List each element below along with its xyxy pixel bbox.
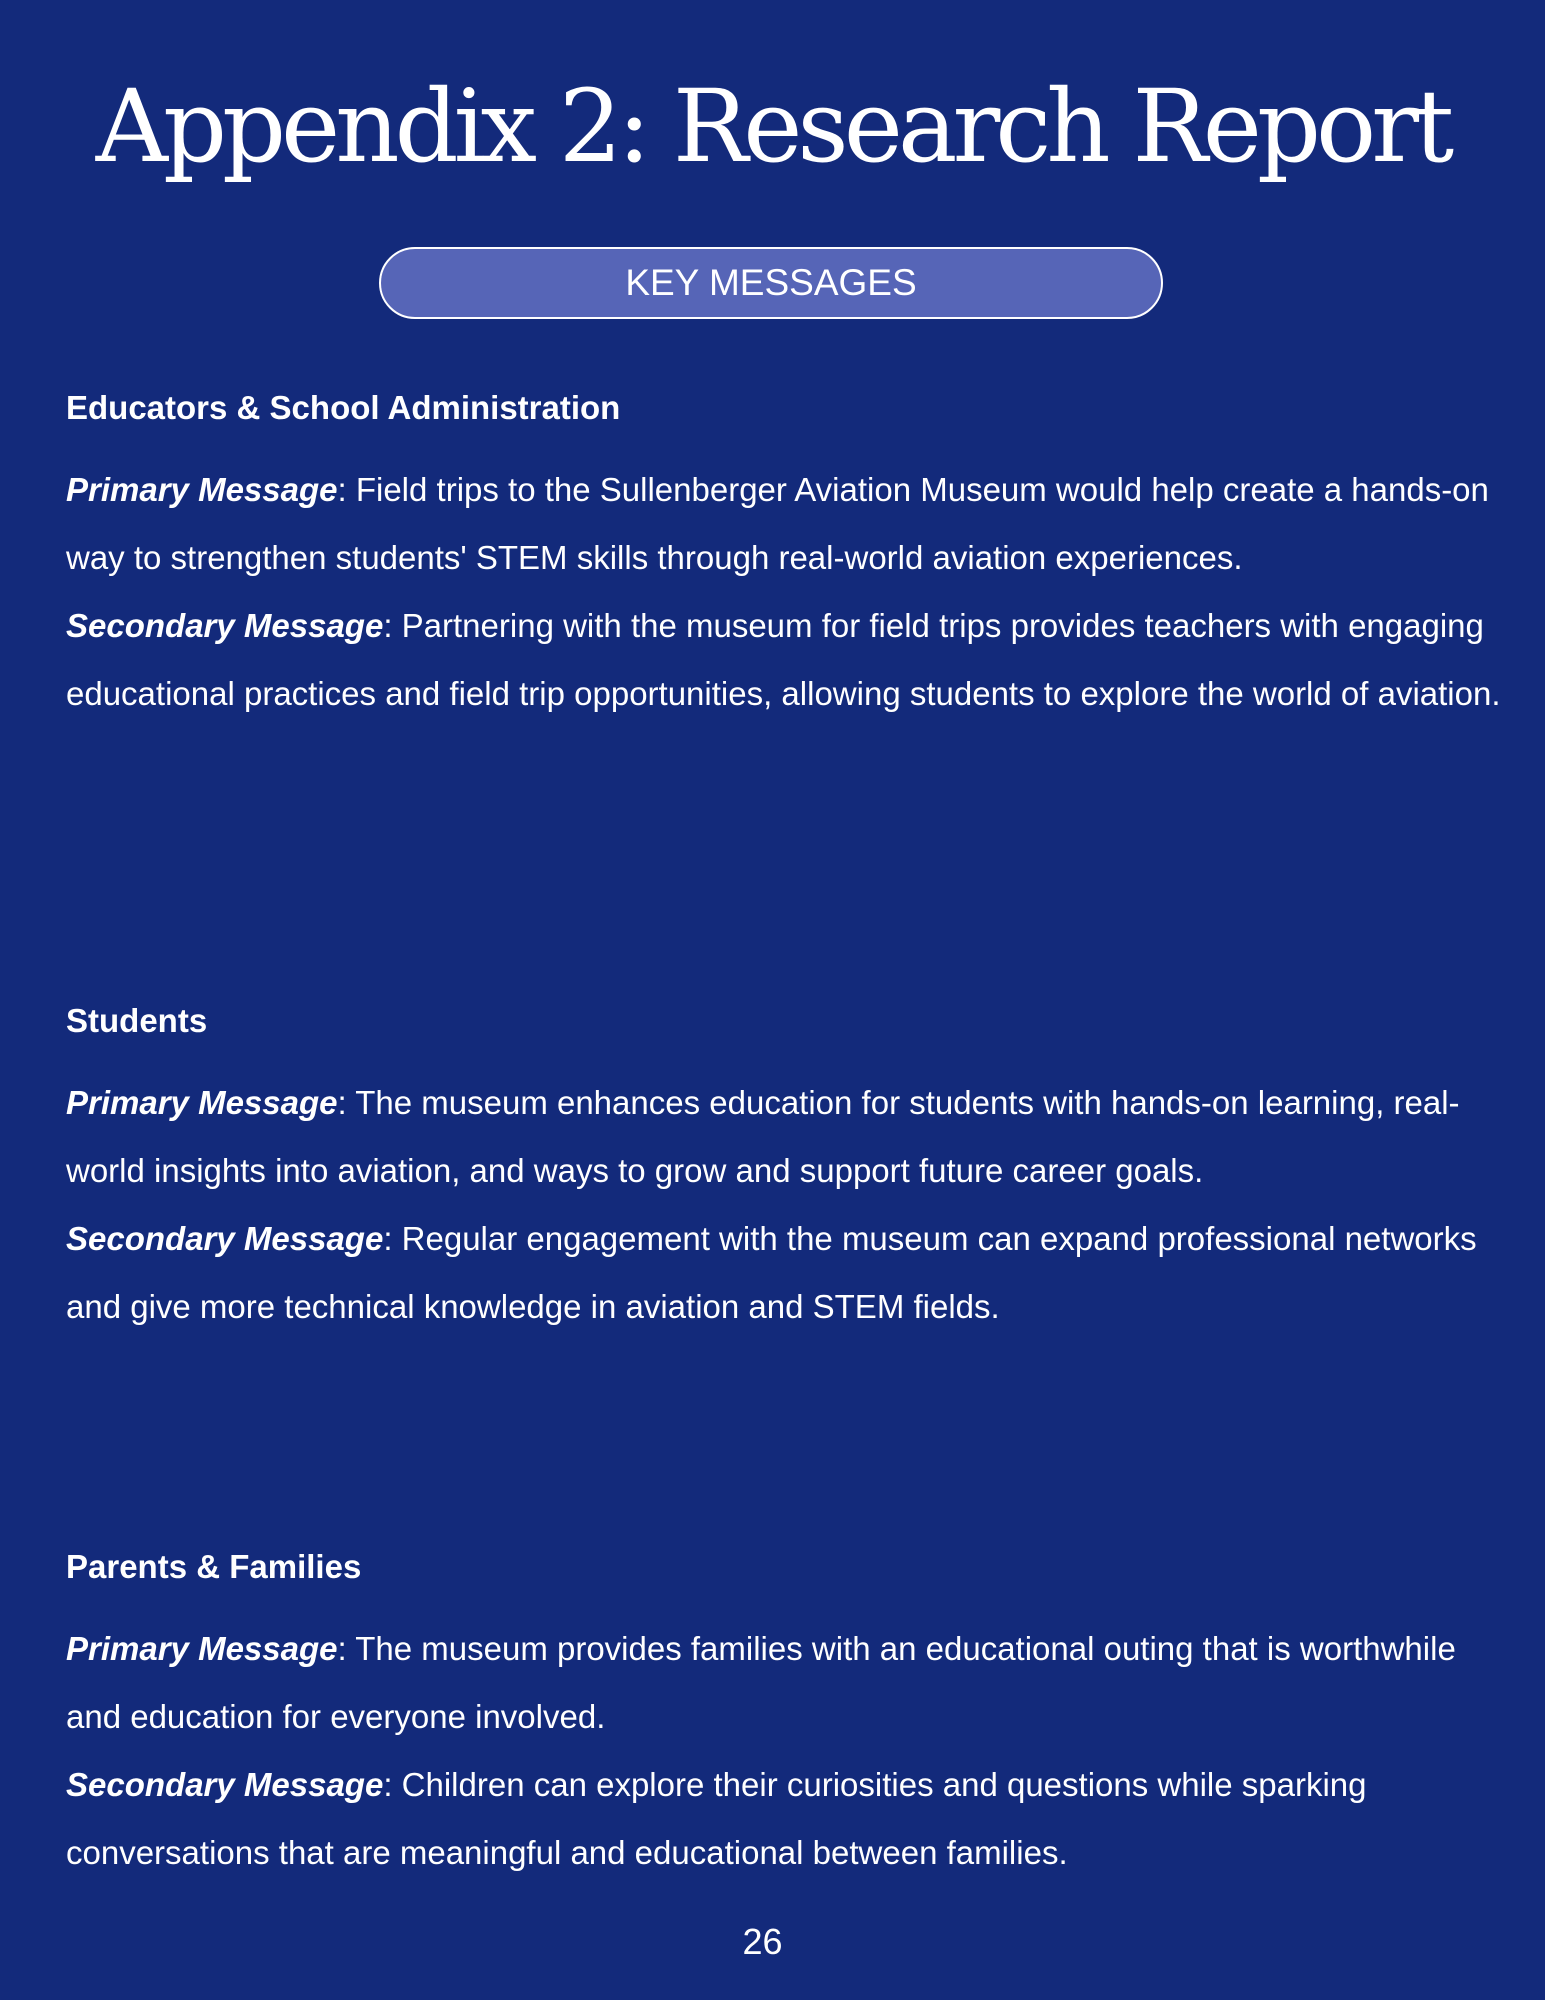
primary-message-text: : Field trips to the Sullenberger Aviation Museum would help create a hands-on way to strengthen students' STEM skills through real-world aviation experiences.	[66, 471, 1489, 576]
secondary-message	[66, 1205, 1506, 1341]
page-number: 26	[742, 1921, 783, 1962]
secondary-message-text: : Children can explore their curiosities and questions while sparking conversations that are meaningful and educational between families.	[66, 1766, 1367, 1871]
key-messages-badge: KEY MESSAGES	[379, 247, 1163, 319]
section-students	[66, 1001, 1506, 1341]
primary-message-label: Primary Message	[66, 471, 338, 508]
primary-message-label: Primary Message	[66, 1084, 338, 1121]
primary-message	[66, 456, 1506, 592]
primary-message	[66, 1069, 1506, 1205]
secondary-message-text: : Partnering with the museum for field trips provides teachers with engaging educational practices and field trip opportunities, allowing students to explore the world of aviation.	[66, 607, 1501, 712]
primary-message	[66, 1615, 1506, 1751]
primary-message-text: : The museum provides families with an educational outing that is worthwhile and education for everyone involved.	[66, 1630, 1456, 1735]
section-heading: Educators & School Administration	[66, 389, 621, 426]
secondary-message-text: : Regular engagement with the museum can expand professional networks and give more technical knowledge in aviation and STEM fields.	[66, 1220, 1477, 1325]
section-educators	[66, 388, 1506, 728]
page-title: Appendix 2: Research Report	[95, 68, 1450, 185]
primary-message-text: : The museum enhances education for students with hands-on learning, real-world insights into aviation, and ways to grow and support future career goals.	[66, 1084, 1460, 1189]
secondary-message-label: Secondary Message	[66, 1220, 384, 1257]
section-parents-families	[66, 1547, 1506, 1887]
section-heading: Students	[66, 1002, 208, 1039]
secondary-message-label: Secondary Message	[66, 607, 384, 644]
primary-message-label: Primary Message	[66, 1630, 338, 1667]
secondary-message	[66, 1751, 1506, 1887]
section-heading: Parents & Families	[66, 1548, 362, 1585]
secondary-message	[66, 592, 1506, 728]
secondary-message-label: Secondary Message	[66, 1766, 384, 1803]
